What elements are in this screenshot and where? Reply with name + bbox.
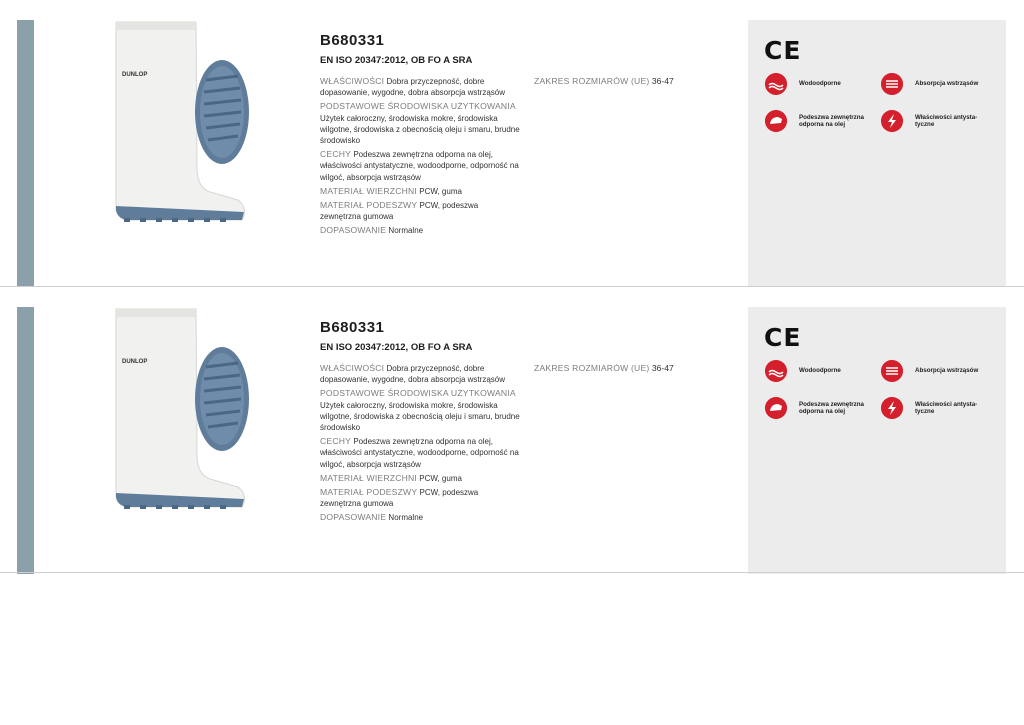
feature-label: Absorpcja wstrząsów — [915, 80, 979, 88]
spec-value: Dobra przyczepność, dobre dopasowanie, wygodne, dobra absorpcja wstrząsów — [320, 77, 505, 98]
spec-value: Normalne — [388, 226, 424, 236]
size-label: ZAKRES ROZMIARÓW (UE) — [534, 363, 650, 373]
boot-logo: DUNLOP — [122, 72, 148, 78]
boot-logo: DUNLOP — [122, 359, 148, 365]
product-code: B680331 — [320, 32, 385, 49]
feature-label: Podeszwa zewnętrzna odporna na olej — [799, 113, 864, 128]
feature-oil-resistant — [765, 397, 869, 419]
spec-label: MATERIAŁ PODESZWY — [320, 200, 418, 211]
shock-absorption-icon — [881, 360, 903, 382]
product-code: B680331 — [320, 319, 385, 336]
spec-value: PCW, podeszwa zewnętrzna gumowa — [320, 488, 479, 509]
size-label: ZAKRES ROZMIARÓW (UE) — [534, 76, 650, 86]
spec-value: PCW, podeszwa zewnętrzna gumowa — [320, 201, 479, 222]
spec-label: CECHY — [320, 149, 352, 160]
feature-label: Wodoodporne — [799, 367, 841, 375]
product-standard: EN ISO 20347:2012, OB FO A SRA — [320, 55, 473, 66]
product-card-1 — [0, 20, 1024, 287]
feature-shock-absorption — [881, 360, 985, 382]
feature-label: Wodoodporne — [799, 80, 841, 88]
antistatic-icon — [881, 397, 903, 419]
feature-waterproof — [765, 360, 869, 382]
feature-shock-absorption — [881, 73, 985, 95]
feature-label: Podeszwa zewnętrzna odporna na olej — [799, 400, 864, 415]
spec-label: WŁAŚCIWOŚCI — [320, 76, 385, 86]
spec-value: PCW, guma — [419, 473, 462, 483]
spec-label: MATERIAŁ PODESZWY — [320, 487, 418, 498]
shock-absorption-icon — [881, 73, 903, 95]
spec-value: Użytek całoroczny, środowiska mokre, środowiska wilgotne, środowiska z obecnością oleju i smaru, brudne środowisko — [320, 113, 520, 146]
boot-image — [110, 307, 255, 517]
waterproof-icon — [765, 73, 787, 95]
spec-list — [320, 76, 520, 240]
features-panel — [748, 20, 1006, 287]
spec-label: PODSTAWOWE ŚRODOWISKA UŻYTKOWANIA — [320, 388, 516, 399]
antistatic-icon — [881, 110, 903, 132]
spec-value: Podeszwa zewnętrzna odporna na olej, właściwości antystatyczne, wodoodporne, odporność na wilgoć, absorpcja wstrząsów — [320, 437, 519, 469]
divider — [0, 572, 1024, 573]
features-panel — [748, 307, 1006, 574]
feature-antistatic — [881, 397, 985, 419]
ce-mark-icon: CE — [764, 323, 802, 352]
spec-label: DOPASOWANIE — [320, 225, 387, 236]
spec-label: MATERIAŁ WIERZCHNI — [320, 472, 418, 483]
feature-antistatic — [881, 110, 985, 132]
boot-image — [110, 20, 255, 230]
oil-resistant-sole-icon — [765, 397, 787, 419]
oil-resistant-sole-icon — [765, 110, 787, 132]
spec-value: Normalne — [388, 513, 424, 523]
size-range — [534, 76, 674, 86]
spec-value: Użytek całoroczny, środowiska mokre, środowiska wilgotne, środowiska z obecnością oleju i smaru, brudne środowisko — [320, 400, 520, 433]
accent-stripe — [17, 20, 34, 287]
spec-label: MATERIAŁ WIERZCHNI — [320, 185, 418, 196]
size-value: 36-47 — [651, 363, 674, 373]
spec-value: PCW, guma — [419, 186, 462, 196]
spec-value: Dobra przyczepność, dobre dopasowanie, wygodne, dobra absorpcja wstrząsów — [320, 364, 505, 385]
feature-label: Właściwości antysta-tyczne — [915, 400, 978, 415]
feature-waterproof — [765, 73, 869, 95]
size-value: 36-47 — [651, 76, 674, 86]
spec-label: PODSTAWOWE ŚRODOWISKA UŻYTKOWANIA — [320, 101, 516, 112]
product-standard: EN ISO 20347:2012, OB FO A SRA — [320, 342, 473, 353]
divider — [0, 286, 1024, 287]
spec-value: Podeszwa zewnętrzna odporna na olej, właściwości antystatyczne, wodoodporne, odporność na wilgoć, absorpcja wstrząsów — [320, 150, 519, 182]
waterproof-icon — [765, 360, 787, 382]
feature-label: Absorpcja wstrząsów — [915, 367, 979, 375]
ce-mark-icon: CE — [764, 36, 802, 65]
feature-label: Właściwości antysta-tyczne — [915, 113, 978, 128]
product-card-2 — [0, 307, 1024, 574]
spec-list — [320, 363, 520, 527]
spec-label: DOPASOWANIE — [320, 512, 387, 523]
spec-label: CECHY — [320, 436, 352, 447]
spec-label: WŁAŚCIWOŚCI — [320, 363, 385, 373]
feature-oil-resistant — [765, 110, 869, 132]
accent-stripe — [17, 307, 34, 574]
size-range — [534, 363, 674, 373]
